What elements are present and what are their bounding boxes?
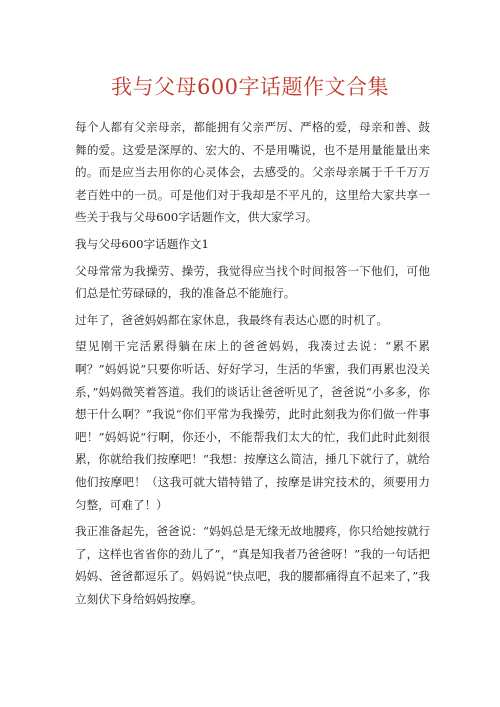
document-body [75,116,430,614]
body-paragraph: 过年了，爸爸妈妈都在家休息，我最终有表达心愿的时机了。 [75,312,389,327]
body-paragraph: 望见刚干完活累得躺在床上的爸爸妈妈，我凑过去说：“累不累啊？”妈妈说“只要你听话、好好学习，生活的华蜜，我们再累也没关系，”妈妈微笑着答道。我们的谈话让爸爸听见了，爸爸说“小多多，你想干什么啊？”我说“你们平常为我操劳，此时此刻我为你们做一件事吧！”妈妈说“行啊，你还小，不能帮我们太大的忙，我们此时此刻很累，你就给我们按摩吧！”我想：按摩这么简洁，捶几下就行了，就给他们按摩吧！（这我可就大错特错了，按摩是讲究技术的，须要用力匀整，可难了！） [75,339,430,512]
section-heading: 我与父母600字话题作文1 [75,236,209,251]
body-paragraph: 我正准备起先，爸爸说：“妈妈总是无缘无故地腰疼，你只给她按就行了，这样也省省你的劲儿了”，“真是知我者乃爸爸呀！”我的一句话把妈妈、爸爸都逗乐了。妈妈说“快点吧，我的腰都痛得直不起来了，”我立刻伏下身给妈妈按摩。 [75,524,430,606]
intro-paragraph: 每个人都有父亲母亲，都能拥有父亲严厉、严格的爱，母亲和善、鼓舞的爱。这爱是深厚的、宏大的、不是用嘴说，也不是用量能量出来的。而是应当去用你的心灵体会，去感受的。父亲母亲属于千千万万老百姓中的一员。可是他们对于我却是不平凡的，这里给大家共享一些关于我与父母600字话题作文，供大家学习。 [75,120,430,225]
body-paragraph: 父母常常为我操劳、操劳，我觉得应当找个时间报答一下他们，可他们总是忙劳碌碌的，我的准备总不能施行。 [75,263,430,301]
document-title: 我与父母600字话题作文合集 [110,75,390,99]
